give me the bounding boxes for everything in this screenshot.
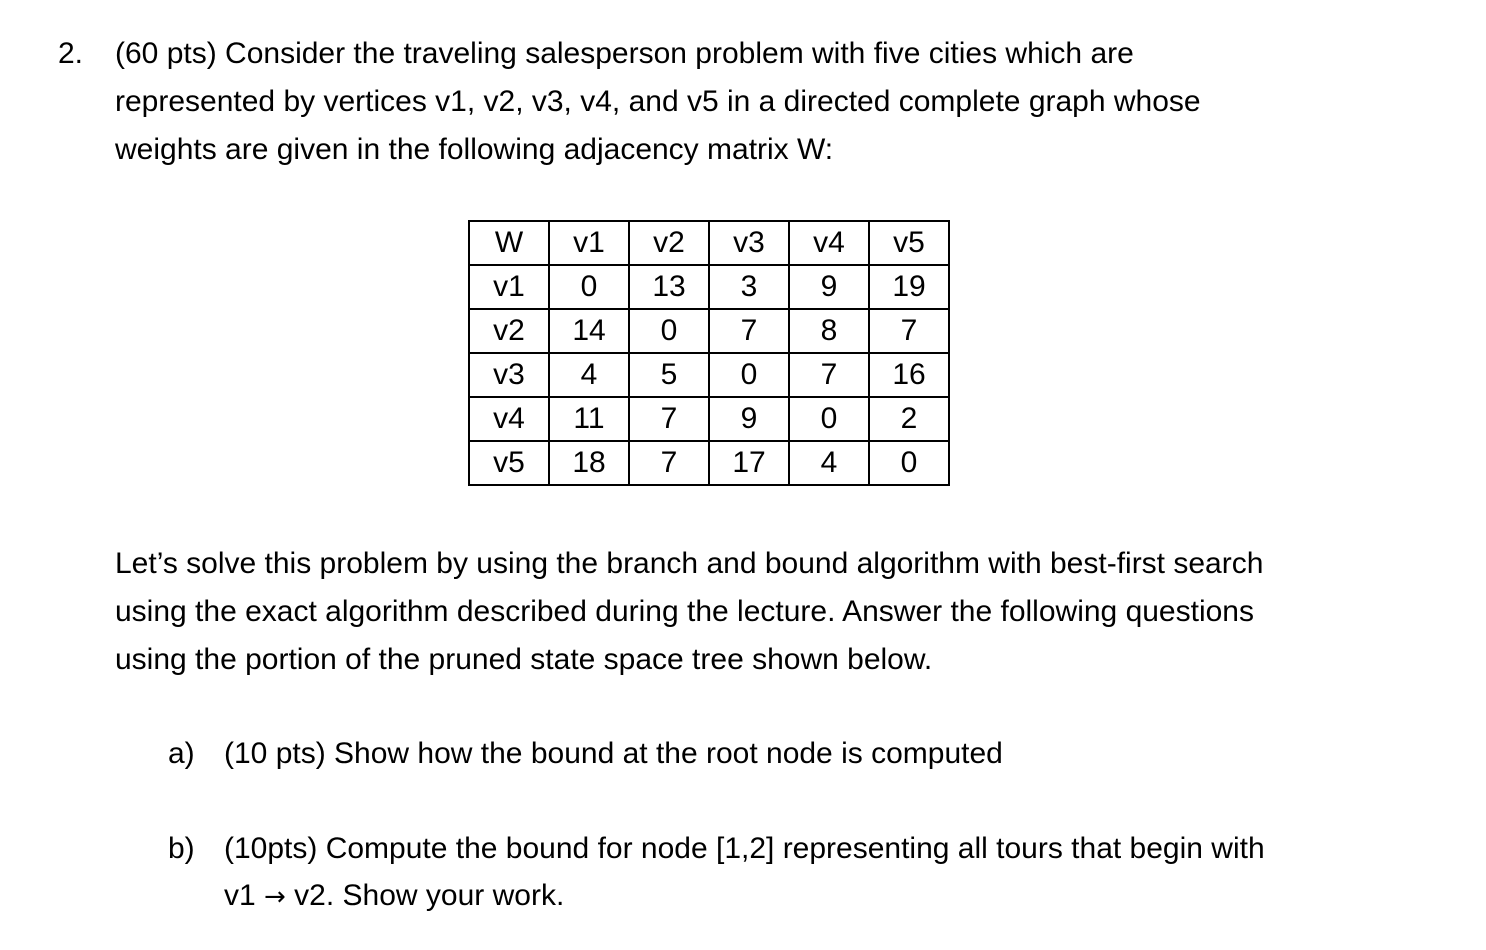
matrix-col-header: v5 bbox=[869, 221, 949, 265]
matrix-cell: 0 bbox=[629, 309, 709, 353]
subquestion-a bbox=[168, 730, 1003, 777]
matrix-cell: 7 bbox=[629, 441, 709, 485]
matrix-cell: 7 bbox=[869, 309, 949, 353]
matrix-cell: 9 bbox=[789, 265, 869, 309]
matrix-row-label: v2 bbox=[469, 309, 549, 353]
matrix-row-label: v3 bbox=[469, 353, 549, 397]
matrix-cell: 0 bbox=[789, 397, 869, 441]
subquestion-b-end: v2. Show your work. bbox=[294, 879, 565, 912]
matrix-cell: 5 bbox=[629, 353, 709, 397]
paragraph-line-2: using the exact algorithm described during the lecture. Answer the following questions bbox=[115, 595, 1254, 628]
matrix-row-v5 bbox=[469, 441, 949, 485]
matrix-row-label: v1 bbox=[469, 265, 549, 309]
matrix-cell: 7 bbox=[789, 353, 869, 397]
right-arrow-icon: → bbox=[264, 882, 286, 912]
question-intro bbox=[115, 30, 1415, 174]
matrix-cell: 19 bbox=[869, 265, 949, 309]
matrix-cell: 16 bbox=[869, 353, 949, 397]
matrix-cell: 17 bbox=[709, 441, 789, 485]
intro-line-2: represented by vertices v1, v2, v3, v4, and v5 in a directed complete graph whose bbox=[115, 85, 1201, 118]
intro-line-1: (60 pts) Consider the traveling salesperson problem with five cities which are bbox=[115, 37, 1134, 70]
matrix-cell: 9 bbox=[709, 397, 789, 441]
subquestion-a-marker: a) bbox=[168, 737, 195, 770]
matrix-cell: 0 bbox=[709, 353, 789, 397]
matrix-cell: 8 bbox=[789, 309, 869, 353]
paragraph-line-3: using the portion of the pruned state space tree shown below. bbox=[115, 643, 933, 676]
matrix-cell: 0 bbox=[869, 441, 949, 485]
subquestion-b-line1: (10pts) Compute the bound for node [1,2] representing all tours that begin with bbox=[224, 832, 1265, 865]
matrix-row-label: v5 bbox=[469, 441, 549, 485]
matrix-cell: 2 bbox=[869, 397, 949, 441]
matrix-cell: 3 bbox=[709, 265, 789, 309]
subquestion-b bbox=[168, 825, 1265, 921]
intro-line-3: weights are given in the following adjacency matrix W: bbox=[115, 133, 834, 166]
matrix-row-label: v4 bbox=[469, 397, 549, 441]
matrix-cell: 4 bbox=[549, 353, 629, 397]
matrix-cell: 11 bbox=[549, 397, 629, 441]
instructions-paragraph bbox=[115, 540, 1445, 684]
matrix-row-v1 bbox=[469, 265, 949, 309]
matrix-row-v4 bbox=[469, 397, 949, 441]
matrix-corner: W bbox=[469, 221, 549, 265]
matrix-cell: 13 bbox=[629, 265, 709, 309]
matrix-col-header: v4 bbox=[789, 221, 869, 265]
matrix-col-header: v3 bbox=[709, 221, 789, 265]
subquestion-b-marker: b) bbox=[168, 832, 195, 865]
matrix-cell: 14 bbox=[549, 309, 629, 353]
matrix-cell: 0 bbox=[549, 265, 629, 309]
question-number: 2. bbox=[58, 37, 84, 70]
matrix-cell: 7 bbox=[709, 309, 789, 353]
matrix-row-v3 bbox=[469, 353, 949, 397]
matrix-header-row bbox=[469, 221, 949, 265]
matrix-cell: 7 bbox=[629, 397, 709, 441]
matrix-cell: 4 bbox=[789, 441, 869, 485]
matrix-col-header: v1 bbox=[549, 221, 629, 265]
subquestion-b-start: v1 bbox=[224, 879, 256, 912]
subquestion-a-text: (10 pts) Show how the bound at the root node is computed bbox=[224, 737, 1003, 770]
adjacency-matrix-table bbox=[468, 220, 950, 486]
paragraph-line-1: Let’s solve this problem by using the branch and bound algorithm with best-first search bbox=[115, 547, 1264, 580]
matrix-cell: 18 bbox=[549, 441, 629, 485]
matrix-row-v2 bbox=[469, 309, 949, 353]
matrix-col-header: v2 bbox=[629, 221, 709, 265]
